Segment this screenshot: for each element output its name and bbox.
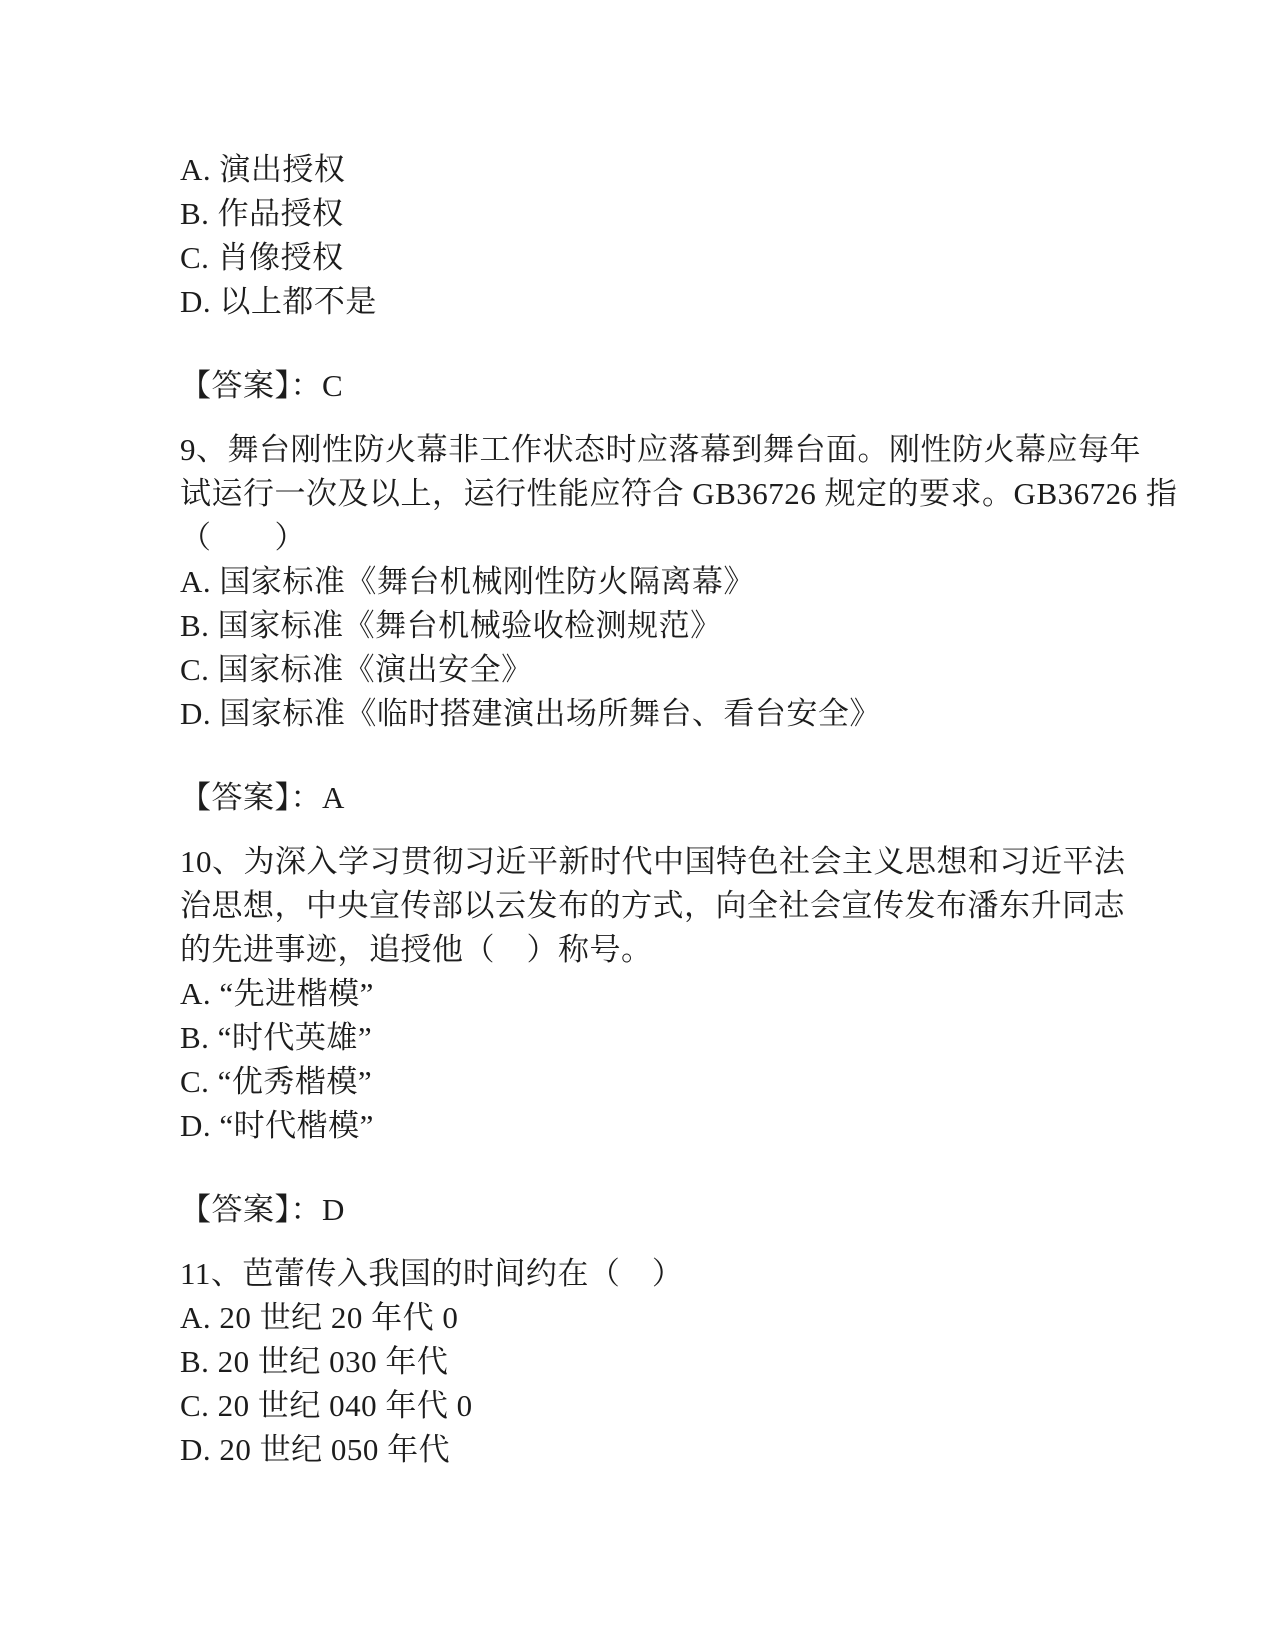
- option-c: C. 20 世纪 040 年代 0: [180, 1388, 473, 1423]
- option-c: C. “优秀楷模”: [180, 1064, 373, 1099]
- question-stem-line: 的先进事迹，追授他（ ）称号。: [180, 932, 653, 967]
- option-a: A. 国家标准《舞台机械刚性防火隔离幕》: [180, 564, 755, 599]
- question-block-10: [180, 840, 1180, 1232]
- option-d: D. 以上都不是: [180, 284, 377, 319]
- option-b: B. 作品授权: [180, 196, 344, 231]
- option-b: B. 国家标准《舞台机械验收检测规范》: [180, 608, 722, 643]
- question-block-9: [180, 428, 1180, 820]
- option-a: A. “先进楷模”: [180, 976, 374, 1011]
- answer-line: 【答案】：C: [180, 368, 344, 403]
- question-block-11: [180, 1252, 1180, 1472]
- question-stem-line: 9、舞台刚性防火幕非工作状态时应落幕到舞台面。刚性防火幕应每年: [180, 432, 1141, 467]
- question-stem-line: 10、为深入学习贯彻习近平新时代中国特色社会主义思想和习近平法: [180, 844, 1126, 879]
- question-stem-line: 11、芭蕾传入我国的时间约在（ ）: [180, 1256, 684, 1291]
- question-stem-line: 治思想，中央宣传部以云发布的方式，向全社会宣传发布潘东升同志: [180, 888, 1125, 923]
- question-block-8-partial: [180, 148, 1180, 408]
- option-c: C. 肖像授权: [180, 240, 344, 275]
- option-b: B. 20 世纪 030 年代: [180, 1344, 449, 1379]
- option-c: C. 国家标准《演出安全》: [180, 652, 533, 687]
- question-stem-line: 试运行一次及以上，运行性能应符合 GB36726 规定的要求。GB36726 指: [180, 476, 1178, 511]
- answer-line: 【答案】：A: [180, 780, 345, 815]
- option-b: B. “时代英雄”: [180, 1020, 373, 1055]
- question-stem-line: （ ）: [180, 520, 306, 555]
- option-a: A. 演出授权: [180, 152, 346, 187]
- option-a: A. 20 世纪 20 年代 0: [180, 1300, 459, 1335]
- answer-line: 【答案】：D: [180, 1192, 345, 1227]
- option-d: D. 20 世纪 050 年代: [180, 1432, 451, 1467]
- option-d: D. “时代楷模”: [180, 1108, 374, 1143]
- option-d: D. 国家标准《临时搭建演出场所舞台、看台安全》: [180, 696, 881, 731]
